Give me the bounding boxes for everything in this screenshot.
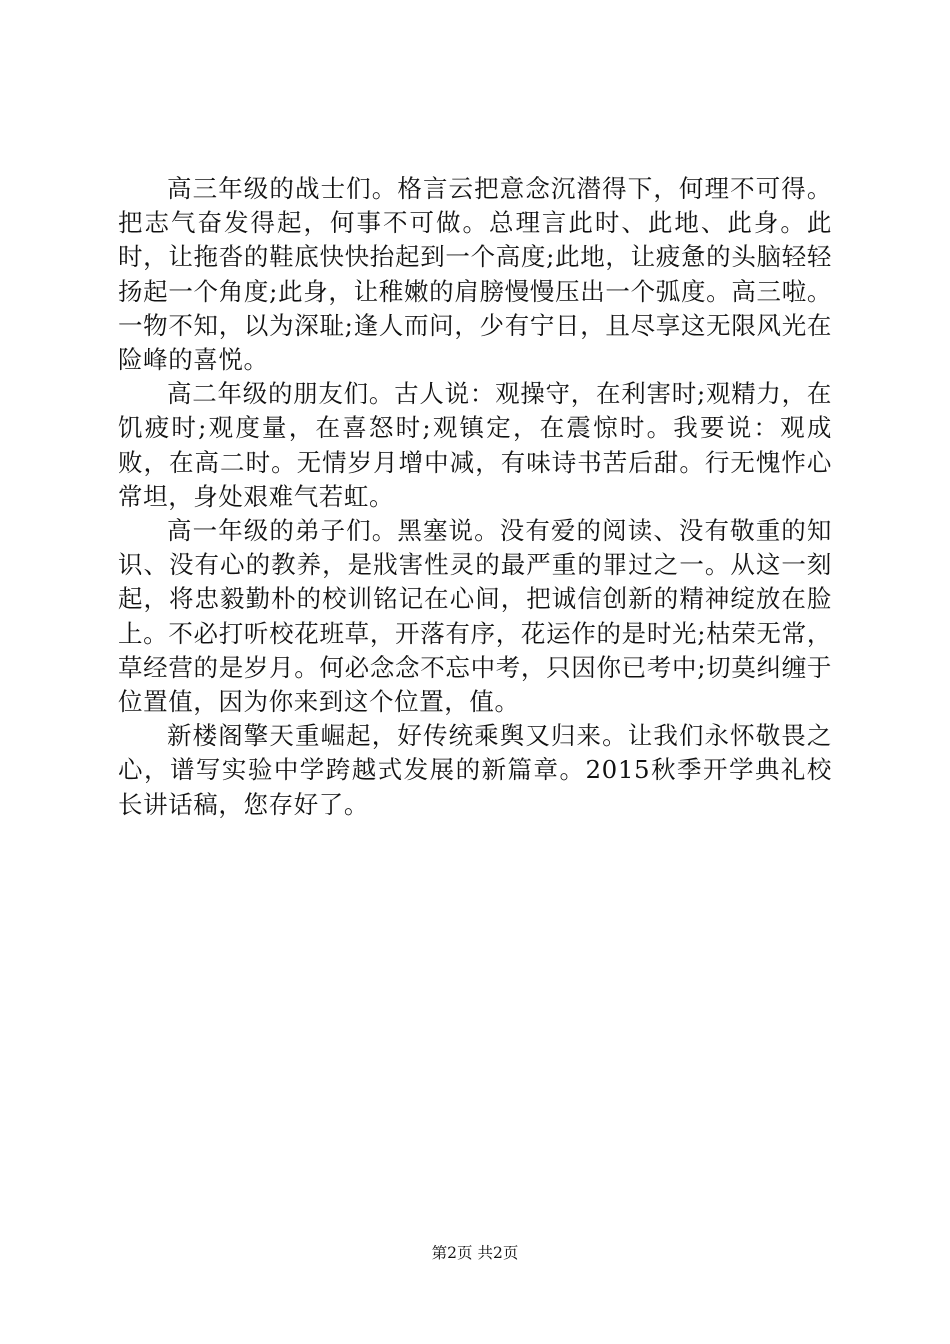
paragraph-senior-three: 高三年级的战士们。格言云把意念沉潜得下，何理不可得。把志气奋发得起，何事不可做。总理言此时、此地、此身。此时，让拖沓的鞋底快快抬起到一个高度;此地，让疲惫的头脑轻轻扬起一个角度;此身，让稚嫩的肩膀慢慢压出一个弧度。高三啦。一物不知，以为深耻;逢人而问，少有宁日，且尽享这无限风光在险峰的喜悦。	[118, 174, 832, 375]
document-body	[118, 172, 832, 822]
paragraph-senior-one: 高一年级的弟子们。黑塞说。没有爱的阅读、没有敬重的知识、没有心的教养，是戕害性灵的最严重的罪过之一。从这一刻起，将忠毅勤朴的校训铭记在心间，把诚信创新的精神绽放在脸上。不必打听校花班草，开落有序，花运作的是时光;枯荣无常，草经营的是岁月。何必念念不忘中考，只因你已考中;切莫纠缠于位置值，因为你来到这个位置，值。	[118, 516, 832, 717]
paragraph-closing: 新楼阁擎天重崛起，好传统乘舆又归来。让我们永怀敬畏之心，谱写实验中学跨越式发展的新篇章。2015秋季开学典礼校长讲话稿，您存好了。	[118, 721, 832, 819]
page-footer: 第2页 共2页	[431, 1244, 519, 1262]
paragraph-senior-two: 高二年级的朋友们。古人说：观操守，在利害时;观精力，在饥疲时;观度量，在喜怒时;观镇定，在震惊时。我要说：观成败，在高二时。无情岁月增中减，有味诗书苦后甜。行无愧怍心常坦，身处艰难气若虹。	[118, 379, 832, 511]
